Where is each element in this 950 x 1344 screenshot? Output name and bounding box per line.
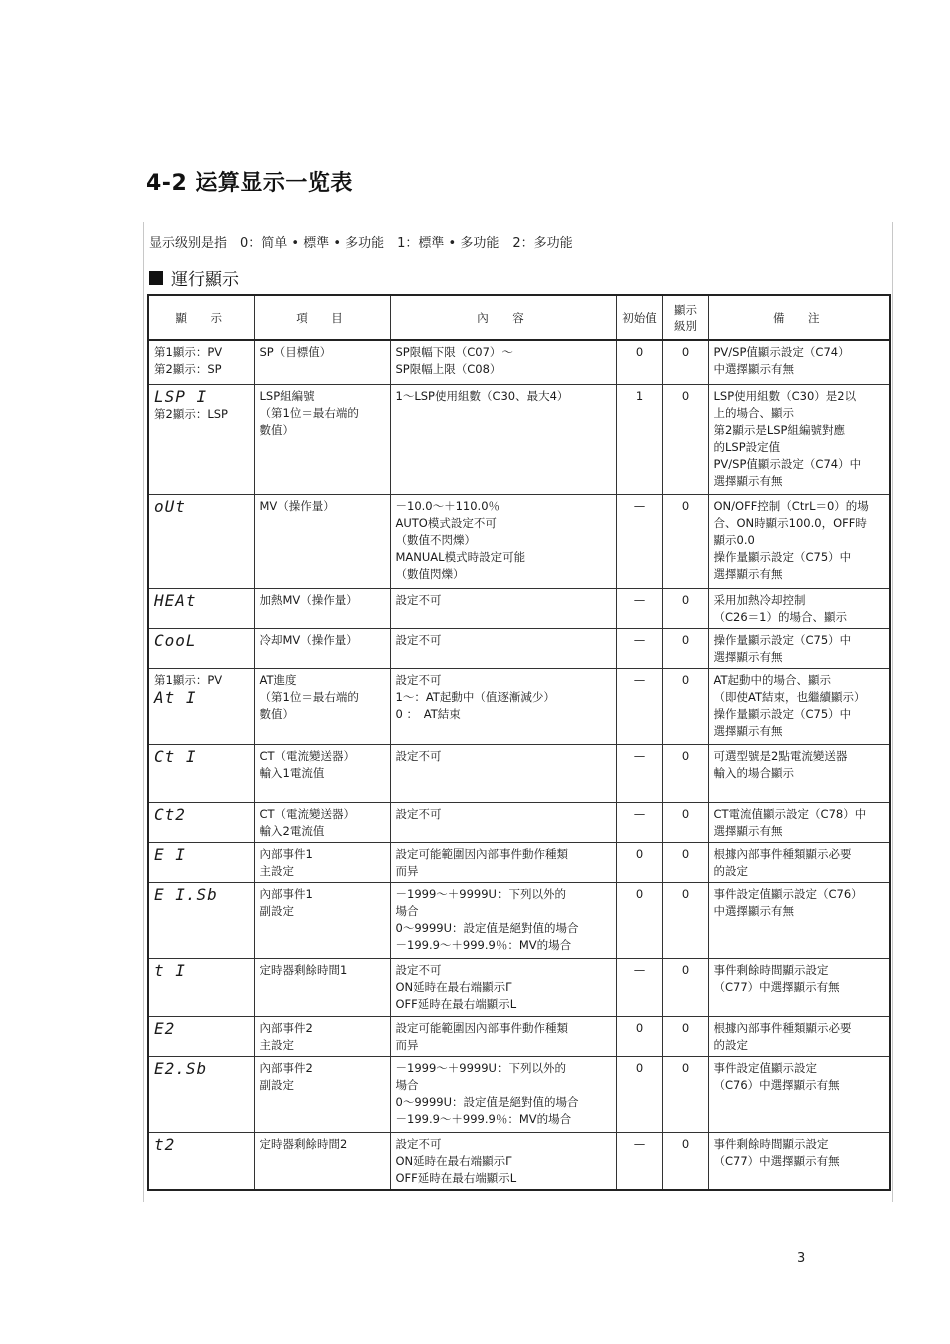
cell-display bbox=[148, 628, 254, 668]
table-row bbox=[148, 340, 890, 384]
cell-note: 根據內部事件種類顯示必要 的設定 bbox=[708, 1016, 890, 1056]
table-row bbox=[148, 1056, 890, 1132]
cell-level: 0 bbox=[662, 628, 708, 668]
cell-level: 0 bbox=[662, 842, 708, 882]
cell-item: 冷却MV（操作量） bbox=[254, 628, 390, 668]
cell-content: SP限幅下限（C07）～ SP限幅上限（C08） bbox=[390, 340, 616, 384]
segment-display-code: E2.Sb bbox=[154, 1058, 208, 1078]
table-row bbox=[148, 628, 890, 668]
cell-level: 0 bbox=[662, 1132, 708, 1190]
cell-content: 設定不可 bbox=[390, 744, 616, 802]
cell-display bbox=[148, 1056, 254, 1132]
cell-content: 設定不可 bbox=[390, 802, 616, 842]
section-title-text: 運行顯示 bbox=[171, 270, 239, 290]
table-row bbox=[148, 668, 890, 744]
cell-level: 0 bbox=[662, 958, 708, 1016]
cell-item: CT（電流變送器） 輸入1電流值 bbox=[254, 744, 390, 802]
cell-initial: — bbox=[616, 1132, 662, 1190]
cell-display bbox=[148, 1016, 254, 1056]
page-heading: 4-2 运算显示一览表 bbox=[146, 171, 353, 196]
cell-note: 可選型號是2點電流變送器 輸入的場合顯示 bbox=[708, 744, 890, 802]
cell-item: CT（電流變送器） 輸入2電流值 bbox=[254, 802, 390, 842]
cell-content: 1～LSP使用組數（C30、最大4） bbox=[390, 384, 616, 494]
scanned-table-image bbox=[143, 222, 893, 1202]
cell-note: 采用加熱冷却控制 （C26＝1）的場合、顯示 bbox=[708, 588, 890, 628]
cell-item: LSP組編號 （第1位＝最右端的 數值） bbox=[254, 384, 390, 494]
cell-content: －1999～＋9999U：下列以外的 場合 0～9999U：設定值是絕對值的場合 －199.9～＋999.9％：MV的場合 bbox=[390, 1056, 616, 1132]
cell-item: AT進度 （第1位＝最右端的 數值） bbox=[254, 668, 390, 744]
cell-content: 設定可能範圍因內部事件動作種類 而异 bbox=[390, 842, 616, 882]
table-row bbox=[148, 1016, 890, 1056]
cell-note: 操作量顯示設定（C75）中 選擇顯示有無 bbox=[708, 628, 890, 668]
cell-level: 0 bbox=[662, 384, 708, 494]
cell-display bbox=[148, 668, 254, 744]
cell-level: 0 bbox=[662, 1056, 708, 1132]
cell-content: 設定不可 1～：AT起動中（值逐漸減少） 0 ： AT結束 bbox=[390, 668, 616, 744]
table-row bbox=[148, 744, 890, 802]
segment-display-code: HEAt bbox=[154, 590, 197, 610]
header-initial: 初始值 bbox=[616, 295, 662, 340]
table-row bbox=[148, 384, 890, 494]
header-display: 顯 示 bbox=[148, 295, 254, 340]
cell-initial: 0 bbox=[616, 1056, 662, 1132]
segment-display-code: E I.Sb bbox=[154, 884, 218, 904]
cell-initial: — bbox=[616, 958, 662, 1016]
cell-display bbox=[148, 340, 254, 384]
table-row bbox=[148, 494, 890, 588]
cell-initial: — bbox=[616, 802, 662, 842]
cell-initial: — bbox=[616, 668, 662, 744]
cell-note: 事件設定值顯示設定（C76） 中選擇顯示有無 bbox=[708, 882, 890, 958]
cell-display bbox=[148, 494, 254, 588]
cell-display bbox=[148, 588, 254, 628]
cell-level: 0 bbox=[662, 744, 708, 802]
cell-level: 0 bbox=[662, 1016, 708, 1056]
cell-initial: 0 bbox=[616, 842, 662, 882]
display-label: 第1顯示：PV 第2顯示：SP bbox=[154, 345, 223, 376]
table-header-row bbox=[148, 295, 890, 340]
cell-content: 設定可能範圍因內部事件動作種類 而异 bbox=[390, 1016, 616, 1056]
table-row bbox=[148, 882, 890, 958]
segment-display-code: t2 bbox=[154, 1134, 176, 1154]
header-note: 備 注 bbox=[708, 295, 890, 340]
segment-display-code: t I bbox=[154, 960, 186, 980]
square-bullet-icon bbox=[149, 271, 163, 285]
cell-level: 0 bbox=[662, 340, 708, 384]
cell-note: 事件剩餘時間顯示設定 （C77）中選擇顯示有無 bbox=[708, 1132, 890, 1190]
table-row bbox=[148, 958, 890, 1016]
cell-level: 0 bbox=[662, 588, 708, 628]
header-content: 內 容 bbox=[390, 295, 616, 340]
cell-initial: — bbox=[616, 744, 662, 802]
cell-display bbox=[148, 882, 254, 958]
cell-item: 加熱MV（操作量） bbox=[254, 588, 390, 628]
cell-note: 事件設定值顯示設定 （C76）中選擇顯示有無 bbox=[708, 1056, 890, 1132]
cell-item: 內部事件1 主設定 bbox=[254, 842, 390, 882]
cell-content: 設定不可 ON延時在最右端顯示Γ OFF延時在最右端顯示L bbox=[390, 958, 616, 1016]
cell-level: 0 bbox=[662, 802, 708, 842]
cell-display bbox=[148, 744, 254, 802]
cell-note: 事件剩餘時間顯示設定 （C77）中選擇顯示有無 bbox=[708, 958, 890, 1016]
table-row bbox=[148, 588, 890, 628]
cell-initial: 0 bbox=[616, 882, 662, 958]
display-label: 第1顯示：PV bbox=[154, 672, 223, 687]
cell-level: 0 bbox=[662, 494, 708, 588]
cell-item: 內部事件2 副設定 bbox=[254, 1056, 390, 1132]
cell-level: 0 bbox=[662, 882, 708, 958]
segment-display-code: LSP I bbox=[154, 386, 208, 406]
cell-initial: — bbox=[616, 588, 662, 628]
segment-display-code: E I bbox=[154, 844, 186, 864]
cell-item: 定時器剩餘時間1 bbox=[254, 958, 390, 1016]
table-row bbox=[148, 842, 890, 882]
cell-display bbox=[148, 842, 254, 882]
cell-item: 內部事件1 副設定 bbox=[254, 882, 390, 958]
cell-initial: — bbox=[616, 628, 662, 668]
cell-level: 0 bbox=[662, 668, 708, 744]
header-item: 項 目 bbox=[254, 295, 390, 340]
cell-note: ON/OFF控制（CtrL＝0）的場 合、ON時顯示100.0，OFF時 顯示0.0 操作量顯示設定（C75）中 選擇顯示有無 bbox=[708, 494, 890, 588]
cell-content: －1999～＋9999U：下列以外的 場合 0～9999U：設定值是絕對值的場合 －199.9～＋999.9％：MV的場合 bbox=[390, 882, 616, 958]
display-level-legend: 显示级别是指 0：简单 • 標準 • 多功能 1：標準 • 多功能 2：多功能 bbox=[149, 236, 573, 251]
segment-display-code: CooL bbox=[154, 630, 197, 650]
cell-initial: 0 bbox=[616, 340, 662, 384]
cell-initial: 1 bbox=[616, 384, 662, 494]
cell-note: PV/SP值顯示設定（C74） 中選擇顯示有無 bbox=[708, 340, 890, 384]
table-row bbox=[148, 1132, 890, 1190]
cell-display bbox=[148, 384, 254, 494]
cell-item: 定時器剩餘時間2 bbox=[254, 1132, 390, 1190]
cell-item: 內部事件2 主設定 bbox=[254, 1016, 390, 1056]
cell-note: 根據內部事件種類顯示必要 的設定 bbox=[708, 842, 890, 882]
cell-content: 設定不可 ON延時在最右端顯示Γ OFF延時在最右端顯示L bbox=[390, 1132, 616, 1190]
cell-display bbox=[148, 802, 254, 842]
cell-display bbox=[148, 958, 254, 1016]
segment-display-code: At I bbox=[154, 687, 197, 707]
cell-initial: 0 bbox=[616, 1016, 662, 1056]
cell-note: AT起動中的場合、顯示 （即使AT結束，也繼續顯示） 操作量顯示設定（C75）中 選擇顯示有無 bbox=[708, 668, 890, 744]
section-title bbox=[149, 265, 239, 290]
segment-display-code: E2 bbox=[154, 1018, 176, 1038]
cell-content: 設定不可 bbox=[390, 628, 616, 668]
segment-display-code: Ct2 bbox=[154, 804, 186, 824]
cell-initial: — bbox=[616, 494, 662, 588]
cell-content: －10.0～＋110.0％ AUTO模式設定不可 （數值不閃爍） MANUAL模式時設定可能 （數值閃爍） bbox=[390, 494, 616, 588]
operation-display-table bbox=[147, 294, 891, 1191]
segment-display-code: oUt bbox=[154, 496, 186, 516]
cell-item: SP（目標值） bbox=[254, 340, 390, 384]
cell-note: CT電流值顯示設定（C78）中 選擇顯示有無 bbox=[708, 802, 890, 842]
display-label: 第2顯示：LSP bbox=[154, 406, 228, 421]
table-row bbox=[148, 802, 890, 842]
cell-item: MV（操作量） bbox=[254, 494, 390, 588]
cell-display bbox=[148, 1132, 254, 1190]
segment-display-code: Ct I bbox=[154, 746, 197, 766]
cell-note: LSP使用組數（C30）是2以 上的場合、顯示 第2顯示是LSP組編號對應 的LSP設定值 PV/SP值顯示設定（C74）中 選擇顯示有無 bbox=[708, 384, 890, 494]
page-number: 3 bbox=[797, 1251, 806, 1266]
cell-content: 設定不可 bbox=[390, 588, 616, 628]
header-level: 顯示 級別 bbox=[662, 295, 708, 340]
